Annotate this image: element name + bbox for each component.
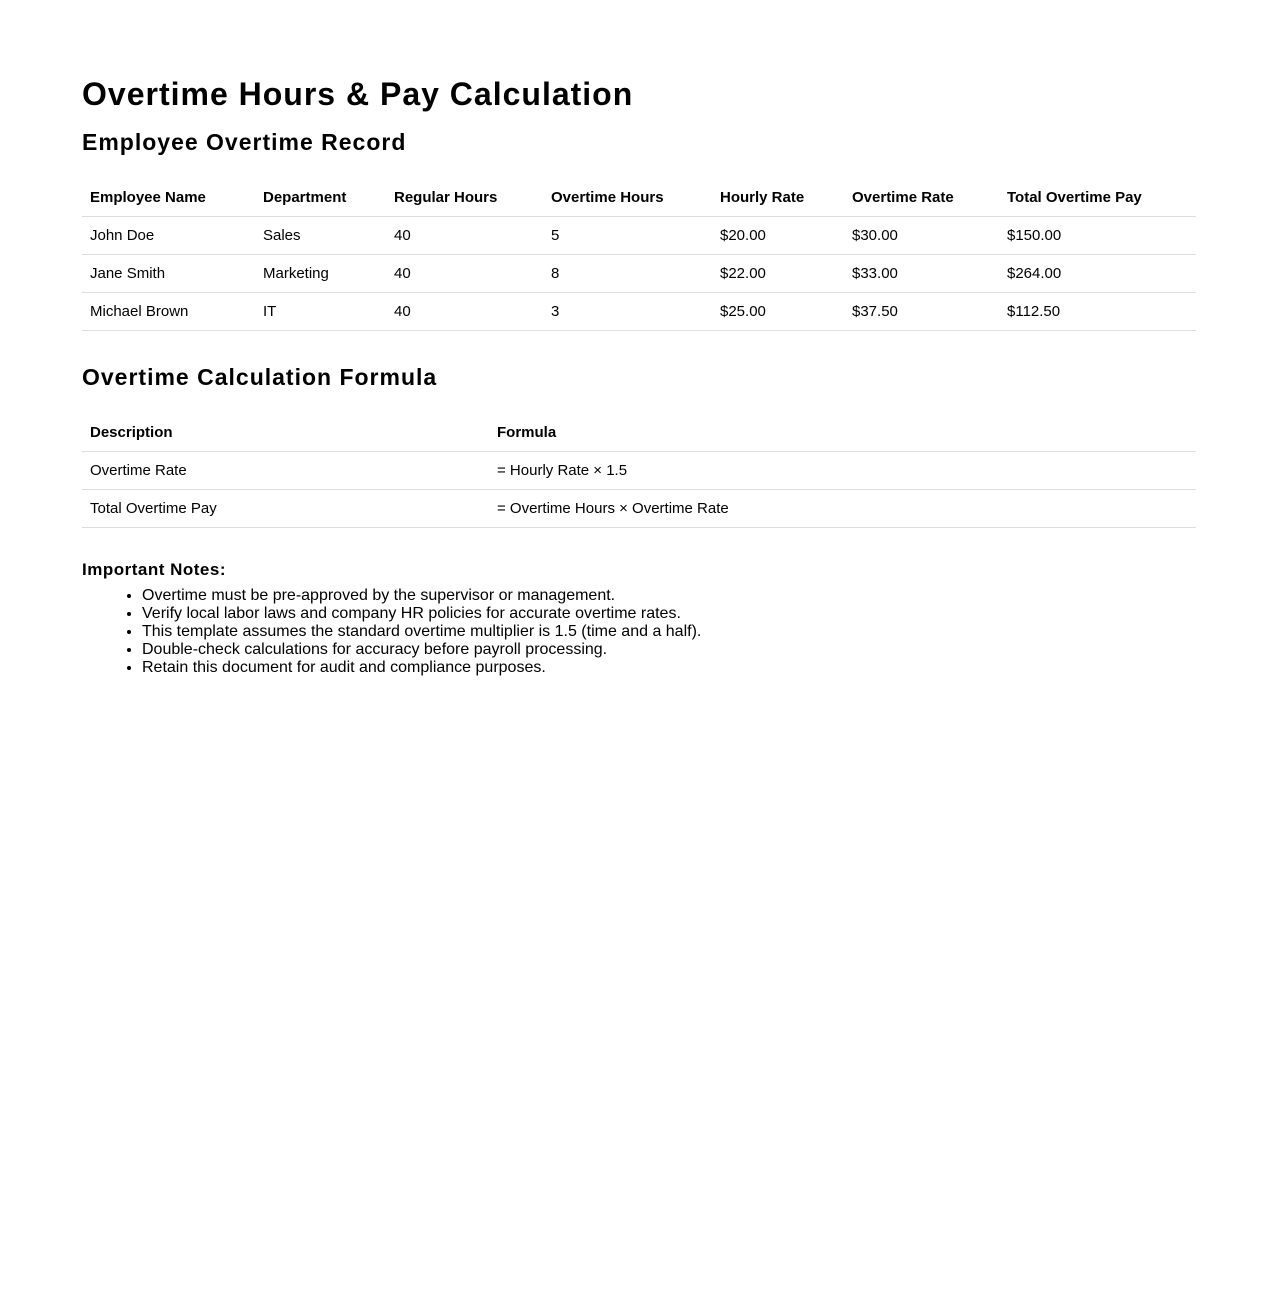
column-header: Hourly Rate	[712, 178, 844, 217]
list-item: • Overtime must be pre-approved by the supervisor or management.	[142, 587, 1196, 605]
column-header: Regular Hours	[386, 178, 543, 217]
formula-section-heading: Overtime Calculation Formula	[82, 364, 438, 390]
employee-overtime-table	[82, 178, 1196, 331]
table-cell: $112.50	[999, 293, 1196, 331]
table-cell: Overtime Rate	[82, 452, 489, 490]
table-cell: 5	[543, 217, 712, 255]
table-header-row	[82, 178, 1196, 217]
column-header: Overtime Hours	[543, 178, 712, 217]
list-item: • This template assumes the standard overtime multiplier is 1.5 (time and a half).	[142, 623, 1196, 641]
table-cell: 40	[386, 217, 543, 255]
table-header-row	[82, 413, 1196, 452]
table-cell: 3	[543, 293, 712, 331]
formula-table	[82, 413, 1196, 528]
column-header: Formula	[489, 413, 1196, 452]
table-cell: $264.00	[999, 255, 1196, 293]
table-row	[82, 293, 1196, 331]
table-cell: $150.00	[999, 217, 1196, 255]
table-cell: John Doe	[82, 217, 255, 255]
table-cell: $25.00	[712, 293, 844, 331]
column-header: Department	[255, 178, 386, 217]
table-row	[82, 490, 1196, 528]
page-title: Overtime Hours & Pay Calculation	[82, 76, 634, 112]
table-cell: 40	[386, 293, 543, 331]
table-cell: $37.50	[844, 293, 999, 331]
column-header: Overtime Rate	[844, 178, 999, 217]
table-cell: $33.00	[844, 255, 999, 293]
column-header: Employee Name	[82, 178, 255, 217]
table-cell: 40	[386, 255, 543, 293]
table-cell: Michael Brown	[82, 293, 255, 331]
list-item: • Retain this document for audit and compliance purposes.	[142, 659, 1196, 677]
list-item: • Double-check calculations for accuracy before payroll processing.	[142, 641, 1196, 659]
table-cell: 8	[543, 255, 712, 293]
column-header: Total Overtime Pay	[999, 178, 1196, 217]
table-cell: Marketing	[255, 255, 386, 293]
table-cell: = Overtime Hours × Overtime Rate	[489, 490, 1196, 528]
employee-section-heading: Employee Overtime Record	[82, 129, 407, 155]
notes-title: Important Notes:	[82, 560, 226, 579]
table-cell: = Hourly Rate × 1.5	[489, 452, 1196, 490]
column-header: Description	[82, 413, 489, 452]
notes-list	[82, 587, 1196, 677]
table-row	[82, 255, 1196, 293]
table-row	[82, 217, 1196, 255]
table-cell: IT	[255, 293, 386, 331]
table-cell: $20.00	[712, 217, 844, 255]
table-row	[82, 452, 1196, 490]
table-cell: $22.00	[712, 255, 844, 293]
table-cell: Sales	[255, 217, 386, 255]
list-item: • Verify local labor laws and company HR policies for accurate overtime rates.	[142, 605, 1196, 623]
table-cell: Jane Smith	[82, 255, 255, 293]
table-cell: $30.00	[844, 217, 999, 255]
table-cell: Total Overtime Pay	[82, 490, 489, 528]
